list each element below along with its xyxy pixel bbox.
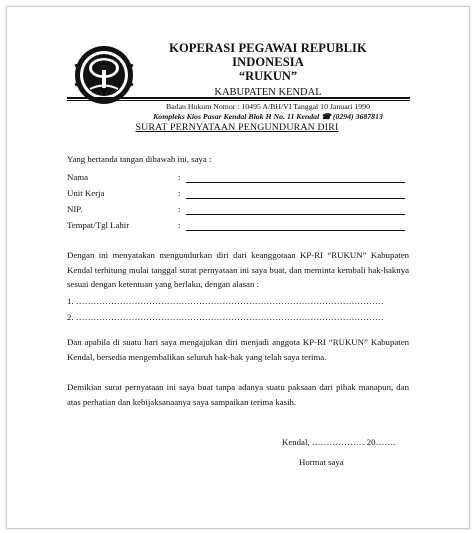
reason-line-2: 2. ……………………………………………………………………………………………: [67, 312, 384, 322]
field-label-nip: NIP.: [67, 204, 83, 214]
field-line-tempat-tgl-lahir: [186, 230, 405, 231]
letterhead: [134, 41, 402, 122]
intro-text: Yang bertanda tangan dibawah ini, saya :: [67, 154, 212, 164]
reason-line-1: 1. ……………………………………………………………………………………………: [67, 296, 384, 306]
address-info: Kompleks Kios Pasar Kendal Blok H No. 11 Kendal ☎ (0294) 3687813: [153, 112, 383, 121]
field-colon: :: [178, 172, 181, 182]
field-line-nip: [186, 214, 405, 215]
field-line-nama: [186, 182, 405, 183]
registration-info: Badan Hukum Nomor : 10495 A/BH/VI Tanggal 10 Januari 1990: [166, 102, 370, 111]
regency-name: KABUPATEN KENDAL: [214, 87, 322, 98]
org-name: KOPERASI PEGAWAI REPUBLIK INDONESIA: [169, 41, 367, 69]
field-colon: :: [178, 204, 181, 214]
statement-paragraph: Dengan ini menyatakan mengundurkan diri dari keanggotaan KP-RI “RUKUN” Kabupaten Kendal terhitung mulai tanggal surat pernyataan ini saya buat, dan meminta kembali hak-haknya sesuai dengan ketentuan yang berlaku, dengan alasan :: [67, 250, 409, 289]
closing-paragraph: Demikian surat pernyataan ini saya buat tanpa adanya suatu paksaan dari pihak manapun, dan atas perhatian dan kebijaksanaanya saya sampaikan terima kasih.: [67, 382, 409, 407]
field-label-nama: Nama: [67, 172, 89, 182]
field-colon: :: [178, 188, 181, 198]
field-colon: :: [178, 220, 181, 230]
rejoin-paragraph: Dan apabila di suatu hari saya mengajukan diri menjadi anggota KP-RI “RUKUN” Kabupaten Kendal, bersedia mengembalikan seluruh hak-hak yang telah saya terima.: [67, 337, 409, 362]
field-label-unit-kerja: Unit Kerja: [67, 188, 105, 198]
field-label-tempat-tgl-lahir: Tempat/Tgl Lahir: [67, 220, 130, 230]
letterhead-rule-thin: [67, 100, 410, 101]
document-title: SURAT PERNYATAAN PENGUNDURAN DIRI: [135, 122, 339, 133]
field-line-unit-kerja: [186, 198, 405, 199]
signature-closing: Hormat saya: [299, 457, 344, 467]
letterhead-rule-thick: [67, 97, 410, 99]
signature-date: Kendal, ……………… 20…….: [282, 437, 396, 447]
coop-name: “RUKUN”: [238, 69, 298, 83]
